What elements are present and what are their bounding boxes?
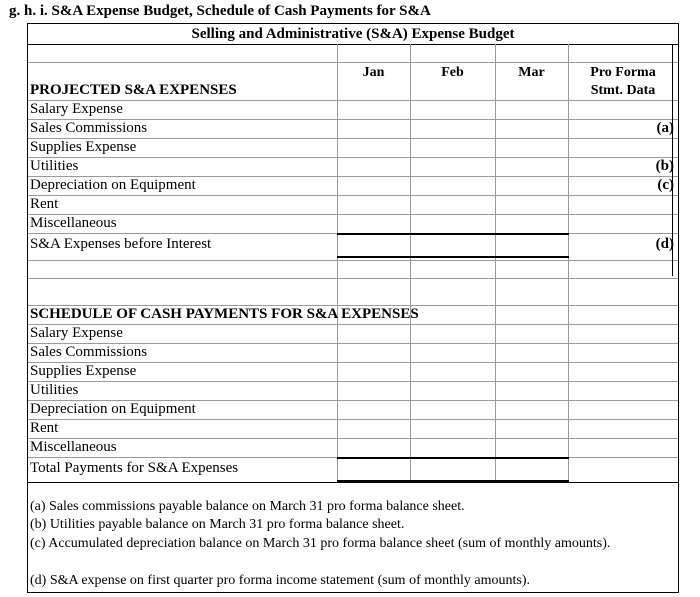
column-header-stmt-data: Stmt. Data [590, 83, 656, 98]
column-header-jan: Jan [362, 65, 385, 80]
schedule-row-label: Depreciation on Equipment [30, 401, 196, 417]
schedule-row-label: Utilities [30, 382, 79, 398]
note-c: (c) Accumulated depreciation balance on March 31 pro forma balance sheet (sum of monthly amounts). [30, 536, 611, 551]
row-divider [28, 278, 678, 279]
column-divider [495, 44, 496, 482]
row-divider [28, 381, 678, 382]
projected-section-title: PROJECTED S&A EXPENSES [30, 82, 237, 98]
table-title: Selling and Administrative (S&A) Expense Budget [191, 26, 515, 42]
note-b: (b) Utilities payable balance on March 31 pro forma balance sheet. [30, 517, 405, 532]
title-divider [28, 44, 678, 45]
row-divider [28, 419, 678, 420]
column-header-feb: Feb [441, 65, 464, 80]
column-header-pro-forma: Pro Forma [590, 65, 656, 80]
budget-table [27, 23, 679, 593]
schedule-row-label: Rent [30, 420, 59, 436]
projected-row-label: Sales Commissions [30, 120, 148, 136]
row-divider [28, 100, 678, 101]
projected-total-label: S&A Expenses before Interest [30, 236, 212, 252]
ref-note-b: (b) [655, 158, 674, 174]
projected-row-label: Salary Expense [30, 101, 123, 117]
row-divider [28, 195, 678, 196]
ref-note-d: (d) [655, 236, 674, 252]
ref-note-a: (a) [656, 120, 674, 136]
ref-note-c: (c) [657, 177, 674, 193]
row-divider [28, 214, 678, 215]
column-divider [410, 44, 411, 482]
schedule-total-cells [337, 457, 569, 482]
schedule-row-label: Salary Expense [30, 325, 123, 341]
column-header-mar: Mar [518, 65, 545, 80]
schedule-row-label: Sales Commissions [30, 344, 148, 360]
column-divider [337, 44, 338, 482]
projected-row-label: Rent [30, 196, 59, 212]
schedule-row-label: Supplies Expense [30, 363, 137, 379]
note-d: (d) S&A expense on first quarter pro forma income statement (sum of monthly amounts). [30, 573, 531, 588]
row-divider [28, 438, 678, 439]
row-divider [28, 324, 678, 325]
column-divider [568, 44, 569, 482]
row-divider [28, 62, 678, 63]
projected-row-label: Utilities [30, 158, 79, 174]
notes-divider [28, 482, 678, 483]
projected-row-label: Depreciation on Equipment [30, 177, 196, 193]
page-heading: g. h. i. S&A Expense Budget, Schedule of Cash Payments for S&A [9, 3, 431, 19]
projected-row-label: Miscellaneous [30, 215, 117, 231]
schedule-section-title: SCHEDULE OF CASH PAYMENTS FOR S&A EXPENSES [30, 306, 419, 322]
schedule-row-label: Miscellaneous [30, 439, 117, 455]
row-divider [28, 157, 678, 158]
note-a: (a) Sales commissions payable balance on March 31 pro forma balance sheet. [30, 499, 465, 514]
projected-row-label: Supplies Expense [30, 139, 137, 155]
schedule-total-label: Total Payments for S&A Expenses [30, 460, 239, 476]
projected-total-cells [337, 233, 569, 258]
row-divider [28, 260, 678, 261]
